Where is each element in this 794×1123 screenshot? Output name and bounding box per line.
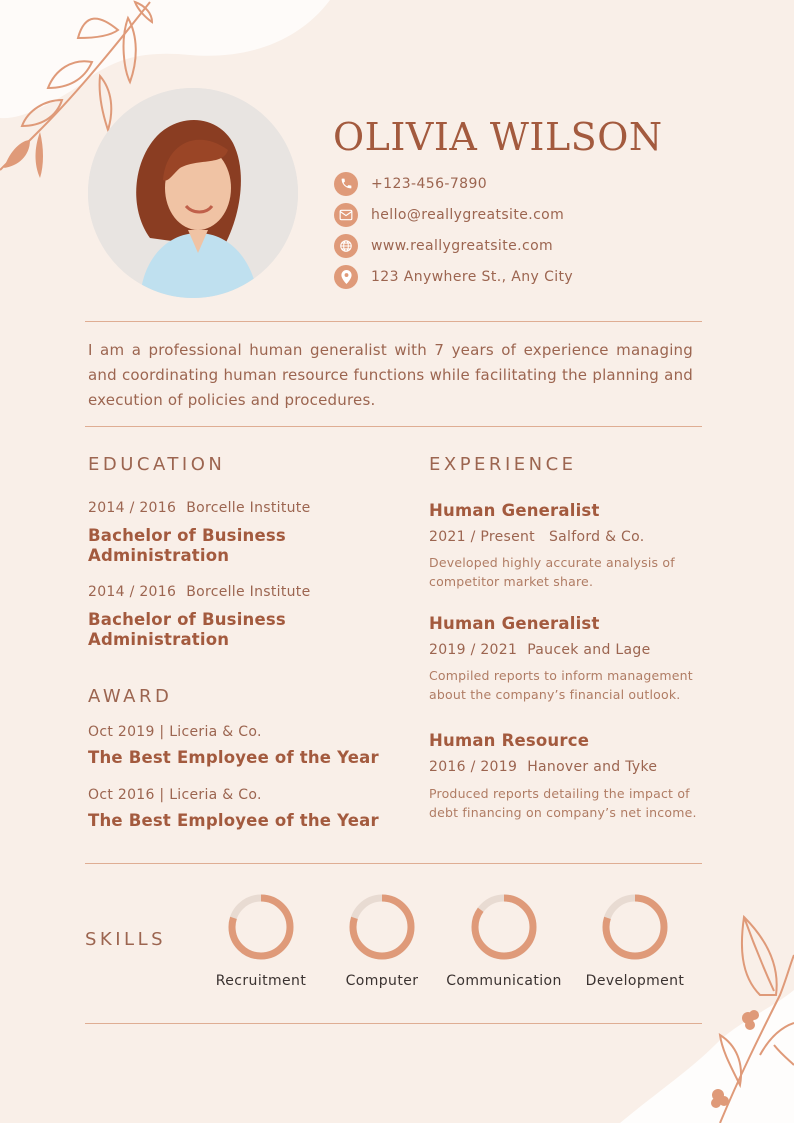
experience-1-years: 2021 / Present <box>429 529 535 545</box>
experience-3-desc-line1: Produced reports detailing the impact of <box>429 786 690 801</box>
email-icon <box>334 203 358 227</box>
experience-2-description <box>429 666 704 704</box>
divider-top <box>85 321 702 322</box>
contact-website <box>334 230 694 261</box>
candidate-name: OLIVIA WILSON <box>333 115 663 159</box>
education-2-meta <box>88 584 311 600</box>
experience-2-company: Paucek and Lage <box>527 642 651 658</box>
experience-2-meta <box>429 642 651 658</box>
flower-branch-decoration <box>700 905 794 1123</box>
profile-summary: I am a professional human generalist with 7 years of experience managing and coordinating human resource functions while facilitating the planning and execution of policies and procedures. <box>88 341 693 409</box>
experience-1-company: Salford & Co. <box>548 529 645 545</box>
award-heading: AWARD <box>88 686 173 707</box>
contact-email-text[interactable]: hello@reallygreatsite.com <box>371 206 565 223</box>
award-2-meta: Oct 2016 | Liceria & Co. <box>88 787 262 803</box>
skill-label: Development <box>585 973 685 989</box>
divider-skills-top <box>85 863 702 864</box>
education-2-degree-line1: Bachelor of Business <box>88 610 286 629</box>
profile-photo <box>88 88 298 298</box>
contact-website-text[interactable]: www.reallygreatsite.com <box>371 237 554 254</box>
portrait-illustration <box>88 88 298 298</box>
experience-3-meta <box>429 759 657 775</box>
skill-communication <box>439 893 569 989</box>
skill-ring-icon <box>227 893 295 961</box>
experience-2-desc-line1: Compiled reports to inform management <box>429 668 693 683</box>
award-1-meta: Oct 2019 | Liceria & Co. <box>88 724 262 740</box>
skill-label: Recruitment <box>215 973 307 989</box>
location-pin-icon <box>334 265 358 289</box>
contact-address <box>334 261 694 292</box>
experience-1-meta <box>429 529 645 545</box>
experience-heading: EXPERIENCE <box>429 454 577 475</box>
phone-icon <box>334 172 358 196</box>
divider-summary <box>85 426 702 427</box>
award-2-name: The Best Employee of the Year <box>88 811 379 830</box>
education-1-meta <box>88 500 311 516</box>
skill-recruitment <box>196 893 326 989</box>
experience-3-years: 2016 / 2019 <box>429 759 518 775</box>
education-heading: EDUCATION <box>88 454 226 475</box>
contact-address-text: 123 Anywhere St., Any City <box>371 268 574 285</box>
skill-development <box>570 893 700 989</box>
education-1-school: Borcelle Institute <box>186 500 311 516</box>
contact-phone-text[interactable]: +123-456-7890 <box>371 175 488 192</box>
education-2-degree <box>88 610 286 650</box>
education-2-school: Borcelle Institute <box>186 584 311 600</box>
experience-3-company: Hanover and Tyke <box>527 759 658 775</box>
education-1-degree-line2: Administration <box>88 546 230 565</box>
contact-list <box>334 168 694 292</box>
award-1-name: The Best Employee of the Year <box>88 748 379 767</box>
experience-3-desc-line2: debt financing on company’s net income. <box>429 805 697 820</box>
contact-phone <box>334 168 694 199</box>
experience-3-role: Human Resource <box>429 731 590 750</box>
divider-skills-bottom <box>85 1023 702 1024</box>
skill-computer <box>317 893 447 989</box>
experience-2-years: 2019 / 2021 <box>429 642 518 658</box>
globe-icon <box>334 234 358 258</box>
experience-1-description <box>429 553 704 591</box>
education-1-degree-line1: Bachelor of Business <box>88 526 286 545</box>
education-1-degree <box>88 526 286 566</box>
experience-2-desc-line2: about the company’s financial outlook. <box>429 687 681 702</box>
skill-ring-icon <box>348 893 416 961</box>
skill-label: Communication <box>446 973 562 989</box>
experience-1-desc-line2: competitor market share. <box>429 574 594 589</box>
experience-3-description <box>429 784 704 822</box>
education-2-years: 2014 / 2016 <box>88 584 177 600</box>
skill-label: Computer <box>345 973 419 989</box>
experience-1-desc-line1: Developed highly accurate analysis of <box>429 555 675 570</box>
skills-heading: SKILLS <box>85 929 167 950</box>
experience-1-role: Human Generalist <box>429 501 600 520</box>
skill-ring-icon <box>470 893 538 961</box>
skill-ring-icon <box>601 893 669 961</box>
education-2-degree-line2: Administration <box>88 630 230 649</box>
experience-2-role: Human Generalist <box>429 614 600 633</box>
contact-email <box>334 199 694 230</box>
education-1-years: 2014 / 2016 <box>88 500 177 516</box>
